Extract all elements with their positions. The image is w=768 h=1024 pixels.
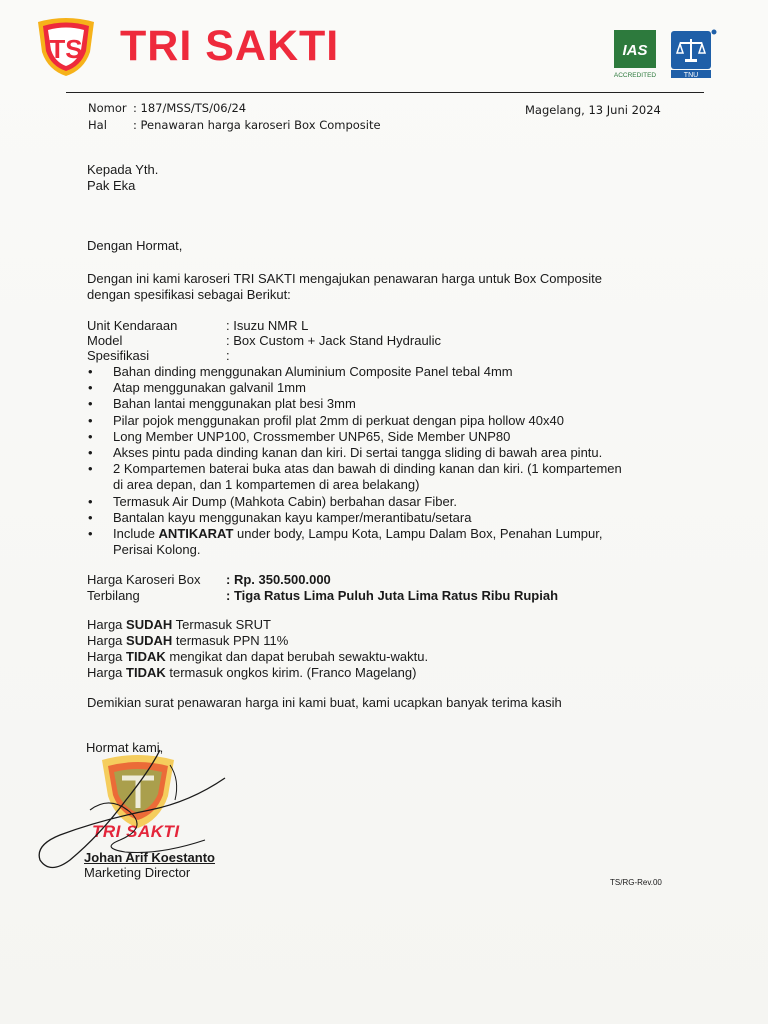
recipient-name: Pak Eka xyxy=(87,178,136,193)
unit-value: : Isuzu NMR L xyxy=(226,318,309,333)
list-item: • Atap menggunakan galvanil 1mm xyxy=(86,380,686,396)
form-code: TS/RG-Rev.00 xyxy=(610,878,662,887)
spec-colon: : xyxy=(226,348,230,363)
term-line: Harga SUDAH termasuk PPN 11% xyxy=(87,633,289,648)
unit-label: Unit Kendaraan xyxy=(87,318,178,333)
list-item: • Long Member UNP100, Crossmember UNP65, Side Member UNP80 xyxy=(86,429,686,445)
list-item: • Pilar pojok menggunakan profil plat 2mm di perkuat dengan pipa hollow 40x40 xyxy=(86,413,686,429)
intro-line-2: dengan spesifikasi sebagai Berikut: xyxy=(87,287,291,302)
list-item: • 2 Kompartemen baterai buka atas dan bawah di dinding kanan dan kiri. (1 kompartemen di area depan, dan 1 kompartemen di area belakang) xyxy=(86,461,686,493)
brand-name: TRI SAKTI xyxy=(120,22,340,70)
term-line: Harga SUDAH Termasuk SRUT xyxy=(87,617,271,632)
tnu-certification-icon xyxy=(669,29,717,79)
list-item: • Bahan dinding menggunakan Aluminium Composite Panel tebal 4mm xyxy=(86,364,686,380)
tri-sakti-logo-icon xyxy=(34,16,98,78)
signatory-name: Johan Arif Koestanto xyxy=(84,850,215,865)
list-item: • Include ANTIKARAT under body, Lampu Kota, Lampu Dalam Box, Penahan Lumpur, Perisai Kolong. xyxy=(86,526,686,558)
ias-accreditation-icon xyxy=(613,29,657,79)
spec-label: Spesifikasi xyxy=(87,348,150,363)
price-words-value: : Tiga Ratus Lima Puluh Juta Lima Ratus Ribu Rupiah xyxy=(226,588,559,603)
hal-value: : Penawaran harga karoseri Box Composite xyxy=(133,118,381,132)
intro-line-1: Dengan ini kami karoseri TRI SAKTI mengajukan penawaran harga untuk Box Composite xyxy=(87,271,602,286)
spec-list xyxy=(86,364,686,558)
svg-text:TS: TS xyxy=(49,34,83,64)
list-item: • Bahan lantai menggunakan plat besi 3mm xyxy=(86,396,686,412)
model-label: Model xyxy=(87,333,123,348)
closing-sentence: Demikian surat penawaran harga ini kami buat, kami ucapkan banyak terima kasih xyxy=(87,695,562,710)
signatory-title: Marketing Director xyxy=(84,865,191,880)
header-divider xyxy=(66,92,704,93)
model-value: : Box Custom + Jack Stand Hydraulic xyxy=(226,333,441,348)
svg-text:ACCREDITED: ACCREDITED xyxy=(613,72,657,79)
list-item: • Termasuk Air Dump (Mahkota Cabin) berbahan dasar Fiber. xyxy=(86,494,686,510)
term-line: Harga TIDAK mengikat dan dapat berubah sewaktu-waktu. xyxy=(87,649,429,664)
term-line: Harga TIDAK termasuk ongkos kirim. (Franco Magelang) xyxy=(87,665,417,680)
price-label: Harga Karoseri Box xyxy=(87,572,201,587)
svg-text:TNU: TNU xyxy=(683,72,699,79)
recipient-line-1: Kepada Yth. xyxy=(87,162,159,177)
list-item: • Akses pintu pada dinding kanan dan kiri. Di sertai tangga sliding di bawah area pintu. xyxy=(86,445,686,461)
stamp-brand-text: TRI SAKTI xyxy=(92,822,180,841)
price-words-label: Terbilang xyxy=(87,588,140,603)
list-item: • Bantalan kayu menggunakan kayu kamper/merantibatu/setara xyxy=(86,510,686,526)
nomor-value: : 187/MSS/TS/06/24 xyxy=(133,101,247,115)
svg-text:IAS: IAS xyxy=(622,42,648,59)
nomor-label: Nomor xyxy=(88,101,127,115)
hal-label: Hal xyxy=(88,118,107,132)
regards: Hormat kami, xyxy=(86,740,164,755)
price-value: : Rp. 350.500.000 xyxy=(226,572,331,587)
place-date: Magelang, 13 Juni 2024 xyxy=(525,103,661,117)
greeting: Dengan Hormat, xyxy=(87,238,183,253)
